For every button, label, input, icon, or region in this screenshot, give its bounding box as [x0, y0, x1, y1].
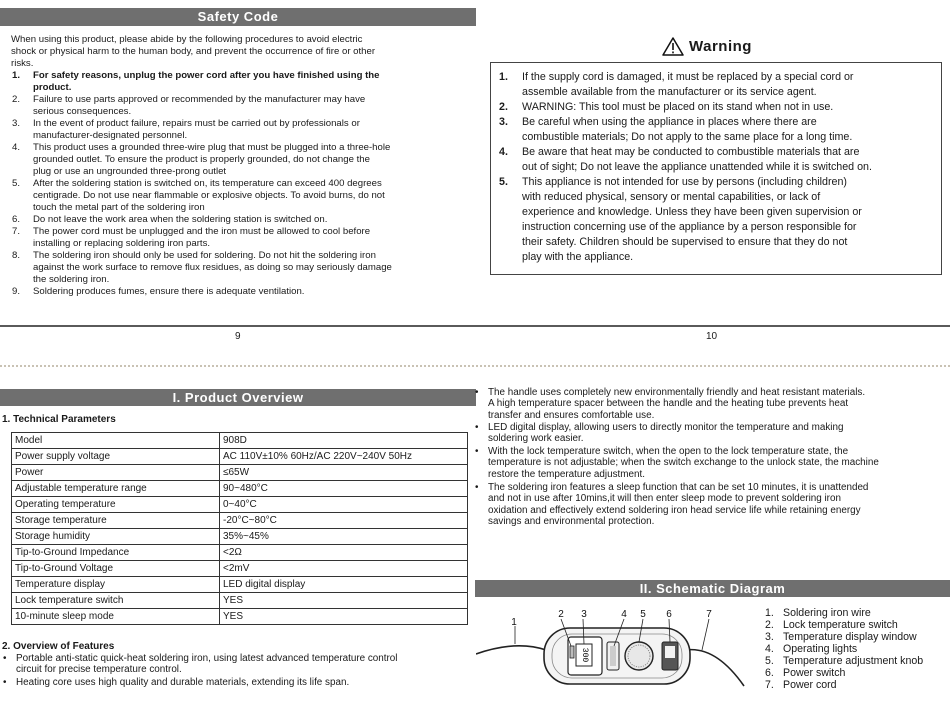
spec-value: 35%~45% [220, 529, 468, 545]
spec-key: Power [12, 465, 220, 481]
safety-item-1 [12, 70, 472, 94]
spec-row [12, 577, 468, 593]
item-number: 7. [12, 226, 21, 237]
power-cord [686, 650, 744, 686]
item-line: combustible materials; Do not apply to the same place for a long time. [522, 131, 853, 143]
item-line: out of sight; Do not leave the appliance unattended while it is switched on. [522, 161, 872, 173]
item-line: assemble available from the manufacturer or its service agent. [522, 86, 817, 98]
item-line: Do not leave the work area when the soldering station is switched on. [33, 214, 328, 225]
schematic-legend [765, 607, 948, 691]
spec-value: 908D [220, 433, 468, 449]
item-line: instruction concerning use of the appliance by a person responsible for [522, 221, 857, 233]
item-line: In the event of product failure, repairs must be carried out by professionals or [33, 118, 360, 129]
item-line: After the soldering station is switched on, its temperature can exceed 400 degrees [33, 178, 382, 189]
item-line: grounded outlet. To ensure the product is properly grounded, do not change the [33, 154, 370, 165]
item-line: The soldering iron should only be used for soldering. Do not hit the soldering iron [33, 250, 376, 261]
bullet-icon: • [3, 677, 7, 688]
callout-3: 3 [581, 609, 587, 620]
item-number: 3. [12, 118, 21, 129]
spec-row [12, 545, 468, 561]
spec-row [12, 529, 468, 545]
right-bullet-4 [475, 482, 947, 528]
spec-value: AC 110V±10% 60Hz/AC 220V~240V 50Hz [220, 449, 468, 465]
right-bullet-1 [475, 387, 947, 421]
intro-line: risks. [11, 58, 34, 69]
bullet-line: restore the temperature adjustment. [488, 468, 645, 480]
safety-intro [11, 34, 476, 70]
item-line: If the supply cord is damaged, it must be replaced by a special cord or [522, 71, 854, 83]
item-number: 6. [12, 214, 21, 225]
spec-value: ≤65W [220, 465, 468, 481]
bullet-line: savings and environmental protection. [488, 516, 655, 528]
safety-item-3 [12, 118, 472, 142]
product-overview-header [0, 387, 479, 406]
bullet-icon: • [475, 446, 479, 457]
item-line: serious consequences. [33, 106, 132, 117]
soldering-iron-wire [476, 646, 546, 654]
item-line: play with the appliance. [522, 251, 634, 263]
item-line: against the work surface to remove flux residues, as doing so may seriously damage [33, 262, 392, 273]
item-line: centigrade. Do not use near flammable or explosive objects. To avoid burns, do not [33, 190, 385, 201]
spec-row [12, 593, 468, 609]
spec-value: YES [220, 609, 468, 625]
warning-item-4 [499, 145, 939, 175]
bullet-line: The handle uses completely new environmentally friendly and heat resistant materials. [488, 387, 866, 398]
item-line: Be aware that heat may be conducted to combustible materials that are [522, 146, 860, 158]
right-bullet-3 [475, 446, 949, 480]
callout-5: 5 [640, 609, 646, 620]
bullet-line: oxidation and effectively extend soldering iron head service life while retaining energy [488, 504, 861, 516]
spec-key: Lock temperature switch [12, 593, 220, 609]
feature-item-2 [3, 677, 475, 688]
item-number: 3. [499, 116, 508, 128]
display-digits: 300 [580, 647, 589, 663]
spec-key: Storage temperature [12, 513, 220, 529]
spec-value: -20°C~80°C [220, 513, 468, 529]
safety-code-header [0, 8, 476, 26]
callout-7: 7 [706, 609, 712, 620]
item-line: with reduced physical, sensory or mental capabilities, or lack of [522, 191, 821, 203]
item-line: installing or replacing soldering iron parts. [33, 238, 211, 249]
spec-key: Temperature display [12, 577, 220, 593]
schematic-title: II. Schematic Diagram [639, 581, 786, 596]
callout-6: 6 [666, 609, 672, 620]
legend-item: 5. Temperature adjustment knob [765, 655, 924, 667]
legend-item: 7. Power cord [765, 679, 837, 691]
lock-temperature-switch [570, 646, 574, 658]
item-number: 2. [12, 94, 21, 105]
bullet-line: temperature is not adjustable; when the switch exchange to the unlock state, the machine [488, 457, 879, 469]
page-number-10: 10 [706, 331, 718, 342]
schematic-header [475, 580, 950, 597]
safety-item-5 [12, 178, 474, 214]
item-line: WARNING: This tool must be placed on its stand when not in use. [522, 101, 834, 113]
item-line: Soldering produces fumes, ensure there is adequate ventilation. [33, 286, 305, 297]
feature-line: Heating core uses high quality and durable materials, extending its life span. [16, 677, 350, 688]
bullet-line: LED digital display, allowing users to directly monitor the temperature and making [488, 422, 844, 433]
item-number: 4. [499, 146, 508, 158]
feature-line: Portable anti-static quick-heat soldering iron, using latest advanced temperature control [16, 653, 398, 664]
item-number: 2. [499, 101, 508, 113]
right-bullet-2 [475, 422, 947, 445]
spec-key: Power supply voltage [12, 449, 220, 465]
spec-value: LED digital display [220, 577, 468, 593]
bullet-icon: • [3, 653, 7, 664]
item-line: For safety reasons, unplug the power cord after you have finished using the [33, 70, 380, 81]
legend-item: 2. Lock temperature switch [765, 619, 898, 631]
page-separator [0, 325, 950, 327]
tech-params-heading: 1. Technical Parameters [2, 414, 116, 425]
legend-item: 4. Operating lights [765, 643, 858, 655]
safety-item-6 [12, 214, 472, 226]
spec-key: Operating temperature [12, 497, 220, 513]
item-line: product. [33, 82, 72, 93]
bullet-line: A high temperature spacer between the handle and the heating tube prevents heat [488, 398, 849, 410]
spec-key: Tip-to-Ground Voltage [12, 561, 220, 577]
legend-item: 6. Power switch [765, 667, 846, 679]
intro-line: shock or physical harm to the human body, and prevent the occurrence of fire or other [11, 46, 376, 57]
item-number: 9. [12, 286, 21, 297]
item-line: This product uses a grounded three-wire plug that must be plugged into a three-hole [33, 142, 391, 153]
safety-item-4 [12, 142, 474, 178]
spec-value: 90~480°C [220, 481, 468, 497]
item-line: experience and knowledge. Unless they have been given supervision or [522, 206, 862, 218]
bullet-icon: • [475, 482, 479, 493]
spec-value: YES [220, 593, 468, 609]
item-line: touch the metal part of the soldering iron [33, 202, 205, 213]
spec-row [12, 465, 468, 481]
item-line: The power cord must be unplugged and the iron must be allowed to cool before [33, 226, 371, 237]
safety-code-title: Safety Code [197, 9, 279, 24]
item-line: This appliance is not intended for use by persons (including children) [522, 176, 847, 188]
bullet-icon: • [475, 387, 479, 398]
spec-key: Tip-to-Ground Impedance [12, 545, 220, 561]
features-heading: 2. Overview of Features [2, 641, 115, 652]
item-line: Be careful when using the appliance in places where there are [522, 116, 817, 128]
legend-item: 1. Soldering iron wire [765, 607, 871, 619]
spec-key: Storage humidity [12, 529, 220, 545]
feature-line: circuit for precise temperature control. [16, 664, 182, 676]
spec-key: Model [12, 433, 220, 449]
spec-row [12, 561, 468, 577]
spec-row [12, 497, 468, 513]
spec-value: 0~40°C [220, 497, 468, 513]
schematic-diagram [476, 606, 756, 698]
warning-item-1 [499, 70, 939, 100]
callout-4: 4 [621, 609, 627, 620]
item-number: 5. [499, 176, 508, 188]
bullet-line: The soldering iron features a sleep function that can be set 10 minutes, it is unattended [488, 482, 869, 493]
spec-row [12, 513, 468, 529]
spec-value: <2Ω [220, 545, 468, 561]
page-number-9: 9 [235, 331, 241, 342]
spec-row [12, 433, 468, 449]
spec-row [12, 609, 468, 625]
spec-key: Adjustable temperature range [12, 481, 220, 497]
bullet-line: transfer and ensures comfortable use. [488, 409, 655, 421]
item-line: plug or use an ungrounded three-prong outlet [33, 166, 227, 177]
item-number: 8. [12, 250, 21, 261]
callout-2: 2 [558, 609, 564, 620]
spec-row [12, 449, 468, 465]
bullet-line: soldering work easier. [488, 433, 584, 445]
spec-row [12, 481, 468, 497]
safety-item-8 [12, 250, 474, 286]
item-number: 4. [12, 142, 21, 153]
spec-key: 10-minute sleep mode [12, 609, 220, 625]
bullet-icon: • [475, 422, 479, 433]
legend-item: 3. Temperature display window [765, 631, 917, 643]
item-number: 1. [12, 70, 21, 81]
warning-icon [662, 37, 684, 56]
bullet-line: With the lock temperature switch, when the open to the lock temperature state, the [488, 446, 849, 457]
spec-value: <2mV [220, 561, 468, 577]
safety-item-2 [12, 94, 472, 118]
safety-item-9 [12, 286, 472, 298]
safety-item-7 [12, 226, 472, 250]
temperature-adjustment-knob [625, 642, 653, 670]
product-overview-title: I. Product Overview [172, 390, 304, 405]
callout-1: 1 [511, 617, 517, 628]
item-line: their safety. Children should be supervised to ensure that they do not [522, 236, 848, 248]
bullet-line: and not in use after 10mins,it will then enter sleep mode to prevent soldering iron [488, 493, 841, 505]
feature-item-1 [3, 653, 475, 676]
spec-table [11, 432, 468, 625]
item-line: manufacturer-designated personnel. [33, 130, 188, 141]
item-number: 1. [499, 71, 508, 83]
warning-item-5 [499, 175, 939, 265]
warning-title: Warning [689, 38, 752, 55]
warning-item-3 [499, 115, 939, 145]
item-line: the soldering iron. [33, 274, 110, 285]
warning-item-2 [499, 100, 939, 115]
dotted-divider [0, 365, 950, 367]
intro-line: When using this product, please abide by the following procedures to avoid electric [11, 34, 363, 45]
item-number: 5. [12, 178, 21, 189]
item-line: Failure to use parts approved or recommended by the manufacturer may have [33, 94, 366, 105]
